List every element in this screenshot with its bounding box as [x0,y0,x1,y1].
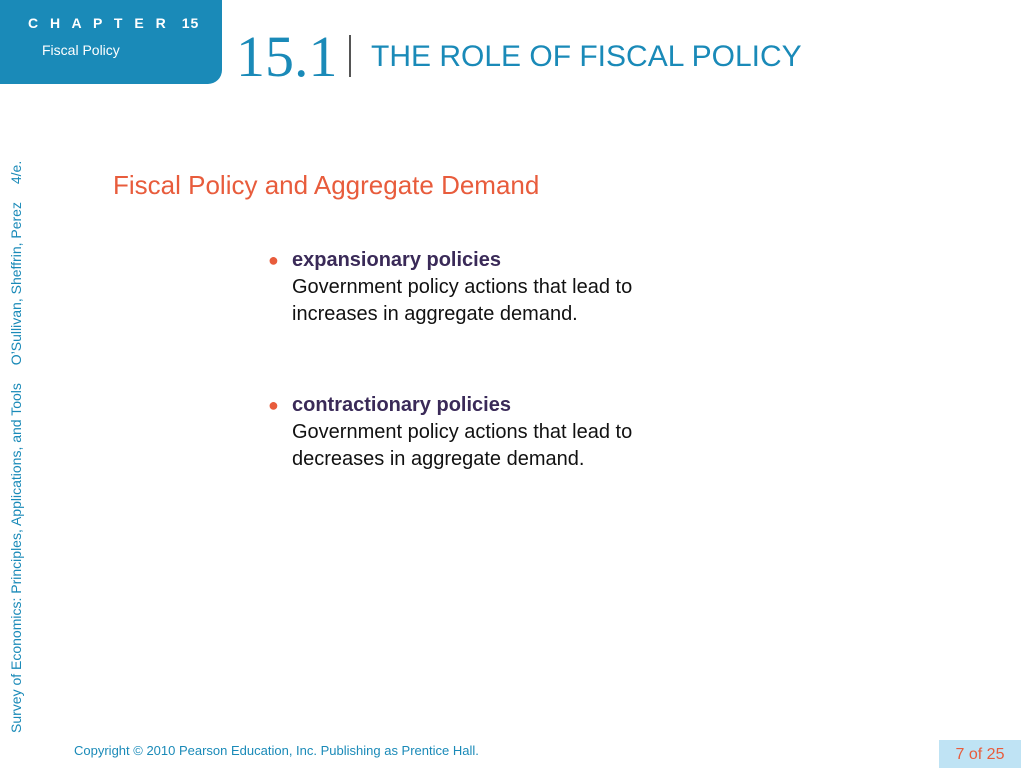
side-credit-book: Survey of Economics: Principles, Applications, and Tools [8,383,24,733]
side-credit-authors: O’Sullivan, Sheffrin, Perez [8,202,24,366]
chapter-tab [0,0,222,84]
chapter-label [28,15,199,31]
section-number: 15.1 [236,24,338,89]
footer-copyright: Copyright © 2010 Pearson Education, Inc. Publishing as Prentice Hall. [74,743,479,758]
section-title: THE ROLE OF FISCAL POLICY [371,40,802,73]
bullet-dot-icon: ● [268,395,279,415]
page-indicator: 7 of 25 [939,740,1021,768]
bullet-definition: Government policy actions that lead to decreases in aggregate demand. [292,421,633,470]
slide-subheading: Fiscal Policy and Aggregate Demand [113,170,540,200]
chapter-label-text: C H A P T E R [28,15,170,31]
side-credit-edition: 4/e. [8,160,24,185]
bullet-dot-icon: ● [268,250,279,270]
chapter-title: Fiscal Policy [42,42,120,58]
side-credit [4,88,28,733]
bullet-term: expansionary policies [292,249,501,271]
bullet-term: contractionary policies [292,394,511,416]
section-divider [349,35,351,77]
bullet-definition: Government policy actions that lead to increases in aggregate demand. [292,276,633,325]
chapter-number: 15 [181,15,200,31]
